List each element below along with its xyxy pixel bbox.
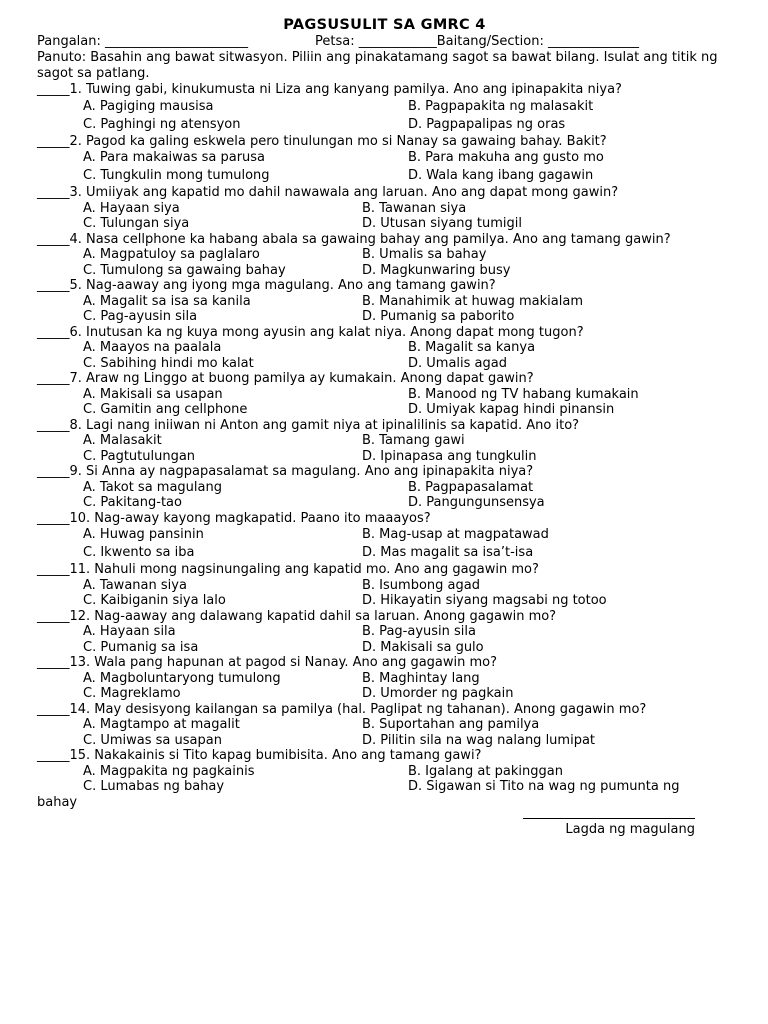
option-b: B. Pag-ayusin sila — [362, 624, 476, 639]
option-c: C. Kaibiganin siya lalo — [83, 593, 226, 608]
option-c: C. Paghingi ng atensyon — [83, 116, 241, 132]
signature-label: Lagda ng magulang — [565, 822, 695, 837]
answer-blank[interactable]: _____ — [37, 82, 70, 97]
option-c: C. Magreklamo — [83, 686, 181, 701]
option-a: A. Para makaiwas sa parusa — [83, 150, 266, 165]
option-d: D. Magkunwaring busy — [362, 262, 511, 278]
option-b: B. Para makuha ang gusto mo — [408, 150, 604, 165]
question-12 — [37, 609, 732, 625]
options-row — [37, 578, 732, 594]
answer-blank[interactable]: _____ — [37, 510, 70, 526]
question-text: 6. Inutusan ka ng kuya mong ayusin ang kalat niya. Anong dapat mong tugon? — [69, 324, 584, 340]
answer-blank[interactable]: _____ — [37, 655, 70, 670]
answer-blank[interactable]: _____ — [37, 231, 70, 247]
options-row — [37, 526, 732, 544]
option-d: D. Wala kang ibang gagawin — [408, 168, 594, 183]
answer-blank[interactable]: _____ — [37, 417, 70, 433]
question-8 — [37, 418, 732, 434]
answer-blank[interactable]: _____ — [37, 562, 70, 577]
options-row — [37, 263, 732, 279]
options-row — [37, 449, 732, 465]
options-row — [37, 149, 732, 167]
option-c: C. Pumanig sa isa — [83, 639, 199, 655]
option-c: C. Pakitang-tao — [83, 495, 182, 510]
option-c: C. Gamitin ang cellphone — [83, 402, 248, 417]
question-11 — [37, 562, 732, 578]
option-b: B. Maghintay lang — [362, 670, 480, 686]
question-3 — [37, 185, 732, 201]
question-text: 10. Nag-away kayong magkapatid. Paano ito maaayos? — [69, 510, 431, 526]
question-list — [37, 82, 732, 811]
question-text: 14. May desisyong kailangan sa pamilya (hal. Paglipat ng tahanan). Anong gagawin mo? — [69, 701, 647, 717]
question-text: 3. Umiiyak ang kapatid mo dahil nawawala ang laruan. Ano ang dapat mong gawin? — [69, 185, 619, 200]
option-d: D. Utusan siyang tumigil — [362, 216, 522, 231]
options-row — [37, 779, 732, 795]
quiz-document — [37, 16, 732, 811]
answer-blank[interactable]: _____ — [37, 278, 70, 293]
options-row — [37, 733, 732, 749]
option-b: B. Tamang gawi — [362, 433, 465, 448]
option-c: C. Tungkulin mong tumulong — [83, 168, 270, 183]
options-row — [37, 356, 732, 372]
answer-blank[interactable]: _____ — [37, 324, 70, 340]
answer-blank[interactable]: _____ — [37, 185, 70, 200]
option-b: B. Isumbong agad — [362, 577, 480, 593]
answer-blank[interactable]: _____ — [37, 608, 70, 624]
question-text: 8. Lagi nang iniiwan ni Anton ang gamit niya at ipinalilinis sa kapatid. Ano ito? — [69, 417, 580, 433]
option-d: D. Hikayatin siyang magsabi ng totoo — [362, 593, 607, 608]
answer-blank[interactable]: _____ — [37, 371, 70, 386]
question-14 — [37, 702, 732, 718]
option-c: C. Sabihing hindi mo kalat — [83, 355, 254, 371]
options-row — [37, 717, 732, 733]
option-b: B. Mag-usap at magpatawad — [362, 527, 549, 542]
option-b: B. Tawanan siya — [362, 200, 467, 216]
option-d: D. Umorder ng pagkain — [362, 686, 514, 701]
option-a: A. Maayos na paalala — [83, 340, 222, 355]
question-7 — [37, 371, 732, 387]
options-row — [37, 402, 732, 418]
answer-blank[interactable]: _____ — [37, 464, 70, 479]
option-d-continued: bahay — [37, 794, 78, 810]
options-row — [37, 98, 732, 116]
question-6 — [37, 325, 732, 341]
header-row — [37, 34, 732, 50]
options-row — [37, 495, 732, 511]
option-b: B. Manahimik at huwag makialam — [362, 293, 583, 309]
option-b: B. Igalang at pakinggan — [408, 763, 563, 779]
option-d: D. Makisali sa gulo — [362, 639, 484, 655]
options-row — [37, 309, 732, 325]
question-9 — [37, 464, 732, 480]
option-a: A. Huwag pansinin — [83, 527, 204, 542]
instructions: Panuto: Basahin ang bawat sitwasyon. Piliin ang pinakatamang sagot sa bawat bilang. Isulat ang titik ng sagot sa patlang. — [37, 50, 718, 81]
option-c: C. Pag-ayusin sila — [83, 309, 198, 324]
option-d: D. Sigawan si Tito na wag ng pumunta ng — [408, 779, 680, 794]
option-d: D. Umalis agad — [408, 355, 507, 371]
question-1 — [37, 82, 732, 98]
options-row — [37, 167, 732, 185]
question-text: 12. Nag-aaway ang dalawang kapatid dahil sa laruan. Anong gagawin mo? — [69, 608, 557, 624]
option-d: D. Mas magalit sa isa’t-isa — [362, 545, 534, 560]
signature-line[interactable] — [523, 818, 695, 819]
answer-blank[interactable]: _____ — [37, 748, 70, 763]
options-row — [37, 624, 732, 640]
question-text: 9. Si Anna ay nagpapasalamat sa magulang. Ano ang ipinapakita niya? — [69, 464, 534, 479]
option-b: B. Suportahan ang pamilya — [362, 717, 540, 732]
options-row — [37, 544, 732, 562]
option-b: B. Umalis sa bahay — [362, 247, 487, 262]
name-field[interactable]: Pangalan: ______________________ — [37, 34, 249, 49]
option-a: A. Magboluntaryong tumulong — [83, 670, 281, 686]
options-row — [37, 671, 732, 687]
option-d: D. Pangungunsensya — [408, 495, 545, 510]
date-section-field[interactable]: Petsa: ____________Baitang/Section: ______________ — [315, 34, 639, 49]
signature-block — [523, 818, 695, 838]
option-b: B. Magalit sa kanya — [408, 340, 536, 355]
option-a: A. Takot sa magulang — [83, 479, 222, 495]
quiz-title: PAGSUSULIT SA GMRC 4 — [283, 17, 486, 33]
options-row — [37, 480, 732, 496]
option-d: D. Pilitin sila na wag nalang lumipat — [362, 732, 596, 748]
question-text: 7. Araw ng Linggo at buong pamilya ay kumakain. Anong dapat gawin? — [69, 371, 534, 386]
question-15 — [37, 748, 732, 764]
question-text: 15. Nakakainis si Tito kapag bumibisita. Ano ang tamang gawi? — [69, 748, 482, 763]
question-13 — [37, 655, 732, 671]
option-d: D. Umiyak kapag hindi pinansin — [408, 402, 615, 417]
options-row — [37, 116, 732, 134]
option-b: B. Pagpapasalamat — [408, 479, 534, 495]
option-c: C. Tulungan siya — [83, 216, 190, 231]
options-row — [37, 216, 732, 232]
option-a: A. Magtampo at magalit — [83, 717, 240, 732]
option-c: C. Ikwento sa iba — [83, 545, 195, 560]
options-row — [37, 201, 732, 217]
option-a: A. Hayaan sila — [83, 624, 176, 639]
question-text: 13. Wala pang hapunan at pagod si Nanay. Ano ang gagawin mo? — [69, 655, 498, 670]
question-text: 4. Nasa cellphone ka habang abala sa gawaing bahay ang pamilya. Ano ang tamang gawin? — [69, 231, 671, 247]
option-a: A. Hayaan siya — [83, 200, 180, 216]
options-row — [37, 387, 732, 403]
options-row — [37, 294, 732, 310]
options-row — [37, 247, 732, 263]
answer-blank[interactable]: _____ — [37, 701, 70, 717]
option-a: A. Makisali sa usapan — [83, 386, 223, 402]
answer-blank[interactable]: _____ — [37, 133, 70, 149]
question-text: 2. Pagod ka galing eskwela pero tinulungan mo si Nanay sa gawaing bahay. Bakit? — [69, 133, 607, 149]
option-b: B. Pagpapakita ng malasakit — [408, 98, 594, 114]
option-c: C. Umiwas sa usapan — [83, 732, 222, 748]
question-10 — [37, 511, 732, 527]
option-a: A. Malasakit — [83, 433, 162, 448]
option-c: C. Tumulong sa gawaing bahay — [83, 262, 286, 278]
question-text: 11. Nahuli mong nagsinungaling ang kapatid mo. Ano ang gagawin mo? — [69, 562, 539, 577]
question-5 — [37, 278, 732, 294]
option-c: C. Pagtutulungan — [83, 448, 196, 464]
option-b: B. Manood ng TV habang kumakain — [408, 386, 639, 402]
option-a: A. Magalit sa isa sa kanila — [83, 293, 251, 309]
option-d: D. Ipinapasa ang tungkulin — [362, 448, 537, 464]
question-2 — [37, 134, 732, 150]
options-row — [37, 686, 732, 702]
question-text: 1. Tuwing gabi, kinukumusta ni Liza ang kanyang pamilya. Ano ang ipinapakita niya? — [69, 82, 622, 97]
options-row — [37, 593, 732, 609]
question-4 — [37, 232, 732, 248]
option-a: A. Magpakita ng pagkainis — [83, 763, 255, 779]
option-a: A. Tawanan siya — [83, 577, 187, 593]
option-a: A. Pagiging mausisa — [83, 98, 214, 114]
options-row — [37, 640, 732, 656]
options-row — [37, 764, 732, 780]
option-d: D. Pagpapalipas ng oras — [408, 116, 566, 132]
options-row — [37, 433, 732, 449]
question-text: 5. Nag-aaway ang iyong mga magulang. Ano ang tamang gawin? — [69, 278, 496, 293]
option-d: D. Pumanig sa paborito — [362, 309, 515, 324]
option-c: C. Lumabas ng bahay — [83, 779, 225, 794]
option-a: A. Magpatuloy sa paglalaro — [83, 247, 260, 262]
options-row — [37, 340, 732, 356]
